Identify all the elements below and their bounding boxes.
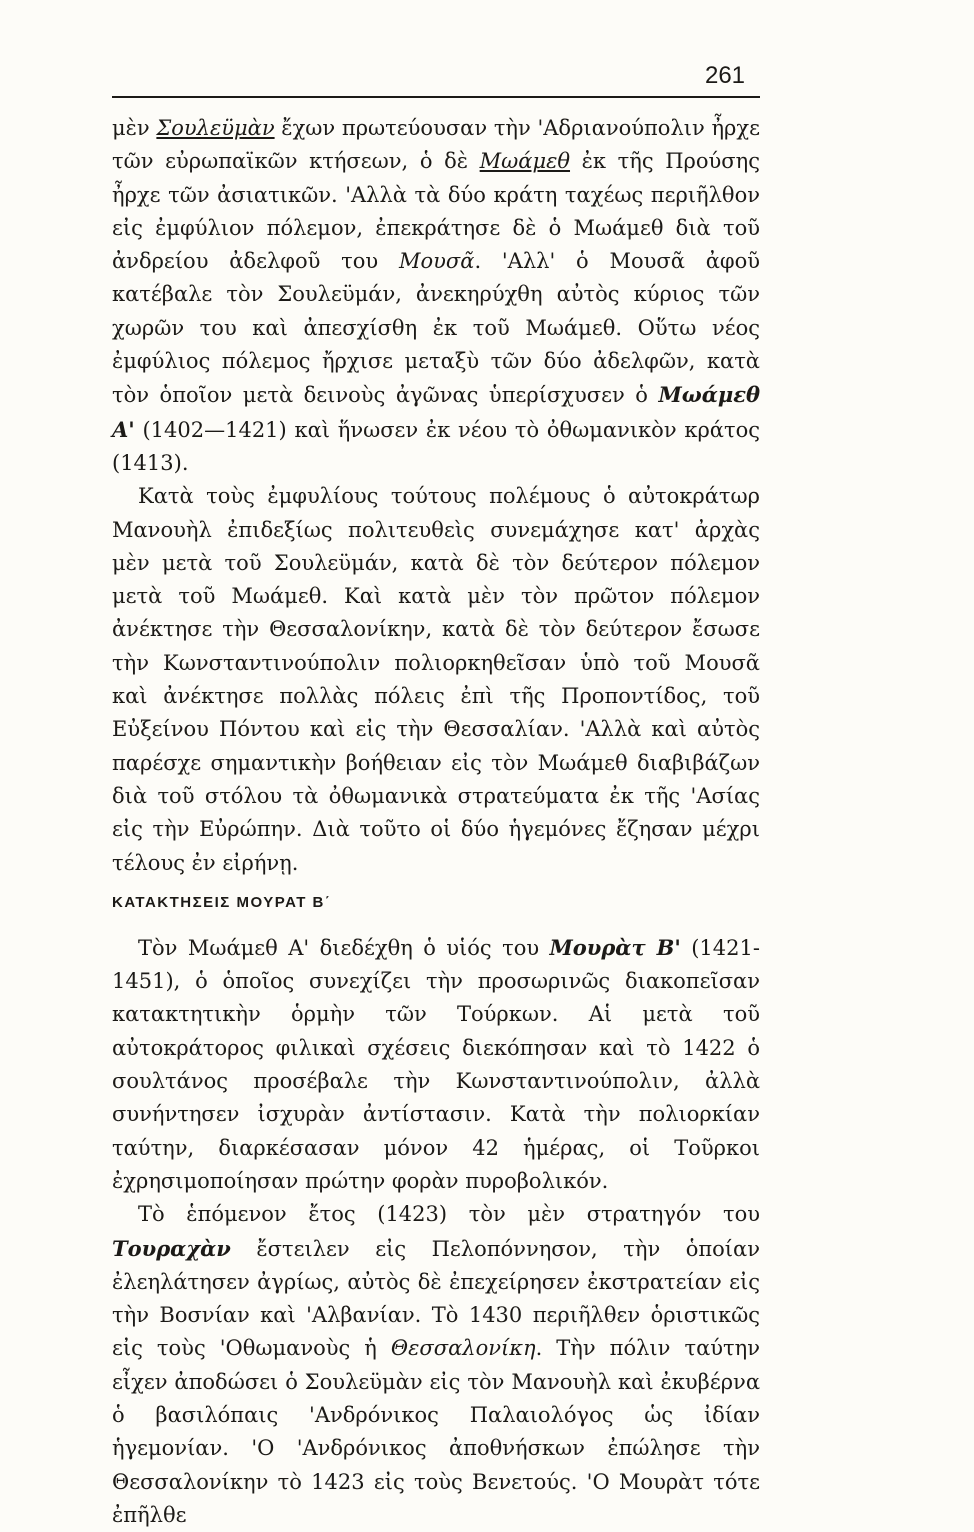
text-run: ἔχων πρωτεύουσαν τὴν 'Αδριανούπολιν ἦρχε τῶν εὐρωπαϊκῶν κτήσεων, ὁ δὲ (112, 116, 760, 174)
text-run: Τὸν Μωάμεθ Α' διεδέχθη ὁ υἱός του (138, 935, 550, 960)
text-run: Τὸ ἑπόμενον ἔτος (1423) τὸν μὲν στρατηγόν του (138, 1202, 760, 1227)
body-text (112, 112, 760, 1532)
emphasized-name: Θεσσαλονίκη (390, 1336, 536, 1361)
emphasized-name: Μουσᾶ (399, 249, 475, 274)
section-heading: ΚΑΤΑΚΤΗΣΕΙΣ ΜΟΥΡΑΤ Β΄ (112, 893, 332, 911)
paragraph-4 (112, 1198, 760, 1532)
emphasized-name: Τουραχὰν (112, 1235, 231, 1261)
text-run: μὲν (112, 116, 157, 140)
paragraph-3 (112, 931, 760, 1198)
paragraph-1 (112, 112, 760, 480)
text-run: ἔστειλεν εἰς Πελοπόννησον, τὴν ὁποίαν ἐλεηλάτησεν ἀγρίως, αὐτὸς δὲ ἐπεχείρησεν ἐκστρατείαν εἰς τὴν Βοσνίαν καὶ 'Αλβανίαν. Τὸ 1430 περιῆλθεν ὁριστικῶς εἰς τοὺς 'Οθωμανοὺς ἡ (112, 1236, 760, 1361)
emphasized-name: Μωάμεθ Α' (112, 382, 760, 442)
text-run: ἐκ τῆς Προύσης ἦρχε τῶν ἀσιατικῶν. 'Αλλὰ τὰ δύο κράτη ταχέως περιῆλθον εἰς ἐμφύλιον πόλεμον, ἐπεκράτησε δὲ ὁ Μωάμεθ διὰ τοῦ ἀνδρείου ἀδελφοῦ του (112, 149, 760, 274)
emphasized-name: Μωάμεθ (479, 149, 571, 174)
text-run: . Τὴν πόλιν ταύτην εἶχεν ἀποδώσει ὁ Σουλεϋμὰν εἰς τὸν Μανουὴλ καὶ ἐκυβέρνα ὁ βασιλόπαις 'Ανδρόνικος Παλαιολόγος ὡς ἰδίαν ἡγεμονίαν. 'Ο 'Ανδρόνικος ἀποθνήσκων ἐπώλησε τὴν Θεσσαλονίκην τὸ 1423 εἰς τοὺς Βενετούς. 'Ο Μουρὰτ τότε ἐπῆλθε (112, 1336, 761, 1527)
page-number: 261 (704, 62, 746, 89)
text-run: (1421-1451), ὁ ὁποῖος συνεχίζει τὴν προσωρινῶς διακοπεῖσαν κατακτητικὴν ὁρμὴν τῶν Τούρκων. Αἱ μετὰ τοῦ αὐτοκράτορος φιλικαὶ σχέσεις διεκόπησαν καὶ τὸ 1422 ὁ σουλτάνος προσέβαλε τὴν Κωνσταντινούπολιν, ἀλλὰ συνήντησεν ἰσχυρὰν ἀντίστασιν. Κατὰ τὴν πολιορκίαν ταύτην, διαρκέσασαν μόνον 42 ἡμέρας, οἱ Τοῦρκοι ἐχρησιμοποίησαν πρώτην φορὰν πυροβολικόν. (112, 935, 760, 1193)
emphasized-name: Μουρὰτ Β' (549, 934, 681, 960)
emphasized-name: Σουλεϋμὰν (156, 116, 275, 140)
paragraph-2: Κατὰ τοὺς ἐμφυλίους τούτους πολέμους ὁ αὐτοκράτωρ Μανουὴλ ἐπιδεξίως πολιτευθεὶς συνεμάχησε κατ' ἀρχὰς μὲν μετὰ τοῦ Σουλεϋμάν, κατὰ δὲ τὸν δεύτερον πόλεμον μετὰ τοῦ Μωάμεθ. Καὶ κατὰ μὲν τὸν πρῶτον πόλεμον ἀνέκτησε τὴν Θεσσαλονίκην, κατὰ δὲ τὸν δεύτερον ἔσωσε τὴν Κωνσταντινούπολιν πολιορκηθεῖσαν ὑπὸ τοῦ Μουσᾶ καὶ ἀνέκτησε πολλὰς πόλεις ἐπὶ τῆς Προποντίδος, τοῦ Εὐξείνου Πόντου καὶ εἰς τὴν Θεσσαλίαν. 'Αλλὰ καὶ αὐτὸς παρέσχε σημαντικὴν βοήθειαν εἰς τὸν Μωάμεθ διαβιβάζων διὰ τοῦ στόλου τὰ ὀθωμανικὰ στρατεύματα ἐκ τῆς 'Ασίας εἰς τὴν Εὐρώπην. Διὰ τοῦτο οἱ δύο ἡγεμόνες ἔζησαν μέχρι τέλους ἐν εἰρήνῃ. (112, 484, 760, 875)
text-run: (1402—1421) καὶ ἥνωσεν ἐκ νέου τὸ ὀθωμανικὸν κράτος (1413). (112, 417, 760, 475)
header-rule (112, 96, 760, 98)
text-run: . 'Αλλ' ὁ Μουσᾶ ἀφοῦ κατέβαλε τὸν Σουλεϋμάν, ἀνεκηρύχθη αὐτὸς κύριος τῶν χωρῶν του καὶ ἀπεσχίσθη ἐκ τοῦ Μωάμεθ. Οὕτω νέος ἐμφύλιος πόλεμος ἤρχισε μεταξὺ τῶν δύο ἀδελφῶν, κατὰ τὸν ὁποῖον μετὰ δεινοὺς ἀγῶνας ὑπερίσχυσεν ὁ (112, 249, 760, 408)
